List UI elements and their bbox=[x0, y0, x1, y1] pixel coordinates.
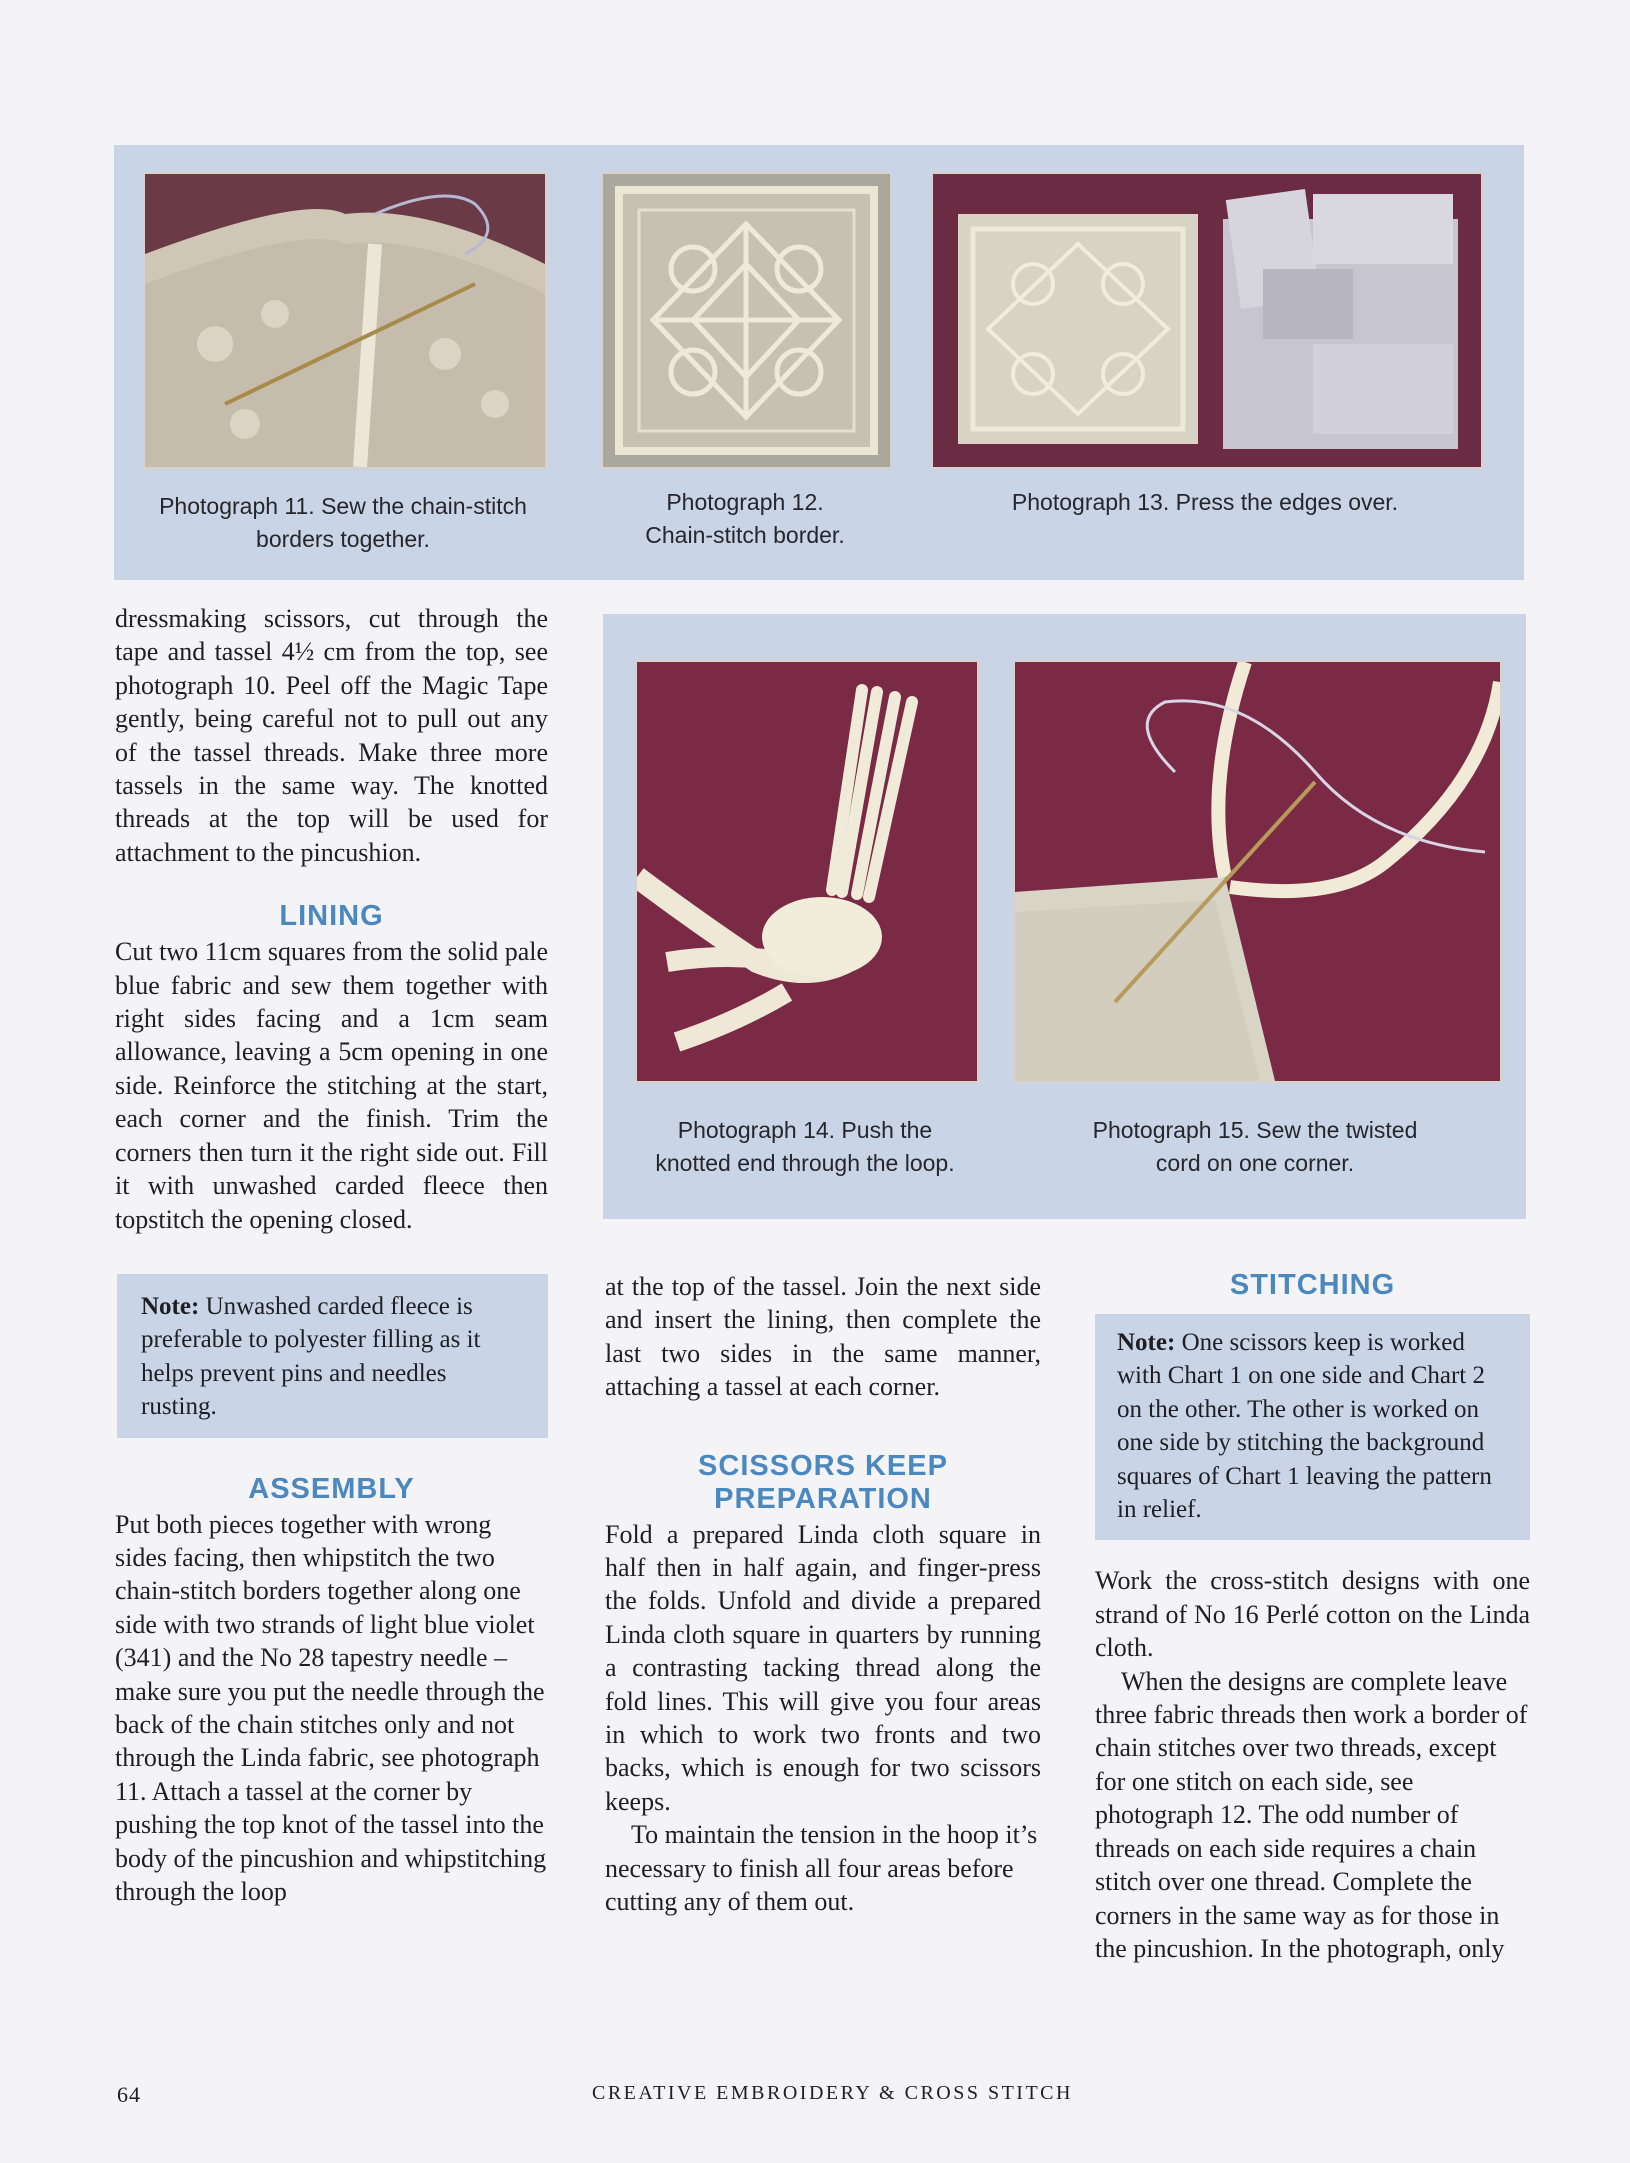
column-2 bbox=[605, 1270, 1041, 1919]
caption-line: cord on one corner. bbox=[1155, 1150, 1355, 1176]
caption-photograph-11 bbox=[128, 490, 558, 556]
intro-paragraph: dressmaking scissors, cut through the tape and tassel 4½ cm from the top, see photograph 10. Peel off the Magic Tape gently, being careful not to pull out any of the tassel threads. Make three more tassels in the same way. The knotted threads at the top will be used for attachment to the pincushion. bbox=[115, 604, 548, 867]
note-label: Note: bbox=[141, 1292, 200, 1320]
magazine-title: CREATIVE EMBROIDERY & CROSS STITCH bbox=[592, 2082, 1073, 2104]
caption-line: Photograph 11. Sew the chain-stitch bbox=[159, 493, 527, 519]
note-text: One scissors keep is worked with Chart 1 on one side and Chart 2 on the other. The other is worked on one side by stitching the background squares of Chart 1 leaving the pattern in relief. bbox=[1117, 1329, 1492, 1524]
caption-line: borders together. bbox=[256, 526, 430, 552]
tassel-continued-paragraph: at the top of the tassel. Join the next side and insert the lining, then complete the last two sides in the same manner, attaching a tassel at each corner. bbox=[605, 1272, 1041, 1402]
caption-photograph-13 bbox=[960, 486, 1450, 519]
caption-line: Photograph 12. bbox=[666, 489, 824, 515]
preparation-paragraph-1: Fold a prepared Linda cloth square in half then in half again, and finger-press the folds. Unfold and divide a prepared Linda cloth square in quarters by running a contrasting tacking thread along the fold lines. This will give you four areas in which to work two fronts and two backs, which is enough for two scissors keeps. bbox=[605, 1519, 1041, 1816]
assembly-heading: ASSEMBLY bbox=[248, 1472, 415, 1505]
heading-line: SCISSORS KEEP bbox=[698, 1449, 948, 1482]
assembly-paragraph: Put both pieces together with wrong sides facing, then whipstitch the two chain-stitch borders together along one side with two strands of light blue violet (341) and the No 28 tapestry needle – make sure you put the needle through the back of the chain stitches only and not through the Linda fabric, see photograph 11. Attach a tassel at the corner by pushing the top knot of the tassel into the body of the pincushion and whipstitching through the loop bbox=[115, 1509, 547, 1906]
lining-paragraph: Cut two 11cm squares from the solid pale blue fabric and sew them together with right sides facing and a 1cm seam allowance, leaving a 5cm opening in one side. Reinforce the stitching at the start, each corner and the finish. Trim the corners then turn it the right side out. Fill it with unwashed carded fleece then topstitch the opening closed. bbox=[115, 937, 549, 1234]
caption-photograph-15 bbox=[1060, 1114, 1450, 1180]
note-label: Note: bbox=[1117, 1329, 1176, 1356]
photograph-12 bbox=[601, 172, 892, 469]
column-3 bbox=[1095, 1268, 1530, 1965]
page-number: 64 bbox=[117, 2082, 141, 2107]
stitching-heading: STITCHING bbox=[1229, 1269, 1396, 1301]
caption-photograph-14 bbox=[620, 1114, 990, 1180]
photograph-13 bbox=[931, 172, 1483, 469]
heading-line: PREPARATION bbox=[714, 1482, 932, 1515]
lining-heading: LINING bbox=[279, 900, 384, 933]
scissors-keep-note bbox=[1095, 1314, 1530, 1540]
fleece-note bbox=[117, 1274, 548, 1438]
caption-photograph-12 bbox=[600, 486, 890, 552]
photograph-15 bbox=[1013, 660, 1502, 1083]
column-1 bbox=[115, 602, 548, 1908]
preparation-paragraph-2: To maintain the tension in the hoop it’s necessary to finish all four areas before cutting any of them out. bbox=[605, 1820, 1038, 1917]
stitching-paragraph-2: When the designs are complete leave three fabric threads then work a border of chain stitches over two threads, except for one stitch on each side, see photograph 12. The odd number of threads on each side requires a chain stitch over one thread. Complete the corners in the same way as for those in the pincushion. In the photograph, only bbox=[1095, 1666, 1528, 1963]
caption-line: knotted end through the loop. bbox=[655, 1150, 955, 1176]
scissors-keep-preparation-heading bbox=[605, 1450, 1041, 1516]
photograph-11 bbox=[143, 172, 547, 469]
caption-line: Photograph 13. Press the edges over. bbox=[1011, 489, 1399, 515]
photograph-14 bbox=[635, 660, 979, 1083]
caption-line: Chain-stitch border. bbox=[645, 522, 845, 548]
note-text: Unwashed carded fleece is preferable to polyester filling as it helps prevent pins and needles rusting. bbox=[141, 1292, 481, 1421]
caption-line: Photograph 15. Sew the twisted bbox=[1092, 1117, 1418, 1143]
stitching-paragraph-1: Work the cross-stitch designs with one strand of No 16 Perlé cotton on the Linda cloth. bbox=[1095, 1566, 1530, 1663]
caption-line: Photograph 14. Push the bbox=[677, 1117, 933, 1143]
